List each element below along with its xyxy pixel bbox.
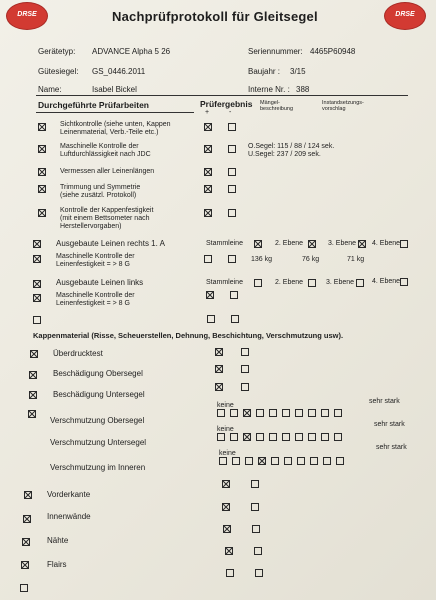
stammleine-label-rechts: Stammleine — [206, 240, 243, 247]
empty-minus-checkbox[interactable] — [231, 315, 239, 323]
ebene2-rechts-checkbox[interactable] — [308, 240, 316, 248]
kappe-plus-1[interactable] — [215, 348, 223, 356]
kappe-check-2[interactable] — [29, 371, 37, 379]
page-title: Nachprüfprotokoll für Gleitsegel — [112, 9, 318, 24]
ebene2-label-rechts: 2. Ebene — [275, 240, 304, 247]
pruef-done-checkbox-5[interactable] — [38, 209, 46, 217]
scale-3-step-6-checkbox[interactable] — [284, 457, 292, 465]
pruef-minus-checkbox-5[interactable] — [228, 209, 236, 217]
verschmutzung-inneren-scale — [219, 457, 344, 465]
empty-plus-checkbox[interactable] — [207, 315, 215, 323]
pruef-done-checkbox-3[interactable] — [38, 168, 46, 176]
scale-1-step-10-checkbox[interactable] — [334, 409, 342, 417]
pruefarbeiten-heading: Durchgeführte Prüfarbeiten — [38, 100, 149, 110]
pruef-plus-checkbox-1[interactable] — [204, 123, 212, 131]
ebene3-rechts-checkbox[interactable] — [358, 240, 366, 248]
scale-1-step-6-checkbox[interactable] — [282, 409, 290, 417]
pruef-minus-checkbox-2[interactable] — [228, 145, 236, 153]
geraetetyp-value: ADVANCE Alpha 5 26 — [92, 47, 171, 56]
drse-logo: DRSE — [6, 2, 48, 30]
seriennummer-value: 4465P60948 — [310, 47, 356, 56]
part-minus-vorderkante[interactable] — [251, 480, 259, 488]
leinen-links-machine-label: Maschinelle Kontrolle der Leinenfestigkeit = > 8 G — [56, 292, 135, 307]
segel-note: O.Segel: 115 / 88 / 124 sek. U.Segel: 237 / 209 sek. — [248, 143, 335, 158]
scale-label-1: Verschmutzung Obersegel — [50, 416, 145, 425]
plus-label: + — [205, 109, 210, 116]
kg-value-1: 136 kg — [251, 256, 273, 263]
ebene3-links-checkbox[interactable] — [356, 279, 364, 287]
header-divider — [36, 95, 408, 96]
part-plus-vorderkante[interactable] — [222, 480, 230, 488]
kappe-plus-2[interactable] — [215, 365, 223, 373]
scale-3-step-9-checkbox[interactable] — [323, 457, 331, 465]
kappe-plus-3[interactable] — [215, 383, 223, 391]
part-minus-naehte[interactable] — [252, 525, 260, 533]
scale-3-step-7-checkbox[interactable] — [297, 457, 305, 465]
part-plus-innenwaende[interactable] — [222, 503, 230, 511]
part-label-innenwaende: Innenwände — [47, 512, 91, 521]
verschmutzung-obersegel-scale — [217, 409, 342, 417]
verschmutzung-untersegel-scale — [217, 433, 342, 441]
name-value: Isabel Bickel — [92, 85, 137, 94]
leinen-rechts-checkbox[interactable] — [33, 240, 41, 248]
leinen-links-result-checkbox[interactable] — [206, 291, 214, 299]
scale-2-step-8-checkbox[interactable] — [308, 433, 316, 441]
pruef-item-5: Kontrolle der Kappenfestigkeit (mit einem Bettsometer nach Herstellervorgaben) — [60, 207, 154, 230]
guetesiegel-value: GS_0446.2011 — [92, 67, 146, 76]
scale-label-2: Verschmutzung Untersegel — [50, 438, 147, 447]
scale-3-step-5-checkbox[interactable] — [271, 457, 279, 465]
scale-1-step-4-checkbox[interactable] — [256, 409, 264, 417]
geraetetyp-label: Gerätetyp: — [38, 47, 76, 56]
pruef-underline — [36, 112, 194, 113]
kg-value-3: 71 kg — [347, 256, 365, 263]
scale-3-step-10-checkbox[interactable] — [336, 457, 344, 465]
part-check-innenwaende[interactable] — [23, 515, 31, 523]
leinen-links-checkbox[interactable] — [33, 280, 41, 288]
part-label-vorderkante: Vorderkante — [47, 490, 91, 499]
kappe-item-1: Überdrucktest — [53, 349, 103, 358]
part-check-empty[interactable] — [20, 584, 28, 592]
ebene2-label-links: 2. Ebene — [275, 279, 304, 286]
scale-2-step-7-checkbox[interactable] — [295, 433, 303, 441]
maengel-heading: Mängel- beschreibung — [260, 100, 294, 112]
scale-1-step-8-checkbox[interactable] — [308, 409, 316, 417]
keine-label-2: keine — [217, 426, 234, 433]
kappe-heading: Kappenmaterial (Risse, Scheuerstellen, Dehnung, Beschichtung, Verschmutzung usw). — [33, 331, 344, 340]
kappe-minus-2[interactable] — [241, 365, 249, 373]
scale-1-step-2-checkbox[interactable] — [230, 409, 238, 417]
leinen-rechts-result-checkbox[interactable] — [204, 255, 212, 263]
leinen-links-result-minus-checkbox[interactable] — [230, 291, 238, 299]
scale-1-step-7-checkbox[interactable] — [295, 409, 303, 417]
baujahr-label: Baujahr : — [248, 67, 281, 76]
ebene3-label-rechts: 3. Ebene — [328, 240, 357, 247]
scale-2-step-1-checkbox[interactable] — [217, 433, 225, 441]
pruef-plus-checkbox-3[interactable] — [204, 168, 212, 176]
scale-2-step-2-checkbox[interactable] — [230, 433, 238, 441]
part-check-flairs[interactable] — [21, 561, 29, 569]
pruef-item-4: Trimmung und Symmetrie (siehe zusätzl. Protokoll) — [60, 184, 141, 199]
kappe-item-2: Beschädigung Obersegel — [53, 369, 143, 378]
scale-1-step-5-checkbox[interactable] — [269, 409, 277, 417]
scale-2-step-3-checkbox[interactable] — [243, 433, 251, 441]
pruef-minus-checkbox-4[interactable] — [228, 185, 236, 193]
interne-nr-label: Interne Nr. : — [248, 85, 290, 94]
kappe-check-3[interactable] — [29, 391, 37, 399]
sehr-stark-label-2: sehr stark — [374, 421, 405, 428]
pruef-item-1: Sichtkontrolle (siehe unten, Kappen Leinenmaterial, Verb.-Teile etc.) — [60, 121, 171, 136]
ebene4-label-links: 4. Ebene — [372, 278, 401, 285]
kappe-check-1[interactable] — [30, 350, 38, 358]
pruef-plus-checkbox-2[interactable] — [204, 145, 212, 153]
ebene2-links-checkbox[interactable] — [308, 279, 316, 287]
kappe-minus-3[interactable] — [241, 383, 249, 391]
leinen-links-machine-checkbox[interactable] — [33, 294, 41, 302]
scale-3-step-2-checkbox[interactable] — [232, 457, 240, 465]
kappe-minus-1[interactable] — [241, 348, 249, 356]
part-label-naehte: Nähte — [47, 536, 69, 545]
minus-label: - — [229, 109, 232, 116]
kappe-item-3: Beschädigung Untersegel — [53, 390, 145, 399]
sehr-stark-label-1: sehr stark — [369, 398, 400, 405]
part-minus-empty[interactable] — [255, 569, 263, 577]
baujahr-value: 3/15 — [290, 67, 306, 76]
leinen-rechts-machine-label: Maschinelle Kontrolle der Leinenfestigkeit = > 8 G — [56, 253, 135, 268]
sehr-stark-label-3: sehr stark — [376, 444, 407, 451]
guetesiegel-label: Gütesiegel: — [38, 67, 79, 76]
instand-heading: Instandsetzungs- vorschlag — [322, 100, 364, 112]
scale-2-step-10-checkbox[interactable] — [334, 433, 342, 441]
scale-2-step-5-checkbox[interactable] — [269, 433, 277, 441]
part-plus-empty[interactable] — [226, 569, 234, 577]
scale-1-step-3-checkbox[interactable] — [243, 409, 251, 417]
stammleine-links-checkbox[interactable] — [254, 279, 262, 287]
part-minus-innenwaende[interactable] — [251, 503, 259, 511]
ebene4-links-checkbox[interactable] — [400, 278, 408, 286]
keine-label-1: keine — [217, 402, 234, 409]
pruefergebnis-heading: Prüfergebnis — [200, 99, 253, 109]
pruef-done-checkbox-4[interactable] — [38, 185, 46, 193]
ebene4-rechts-checkbox[interactable] — [400, 240, 408, 248]
pruef-item-3: Vermessen aller Leinenlängen — [60, 168, 155, 175]
scale-1-step-1-checkbox[interactable] — [217, 409, 225, 417]
part-check-vorderkante[interactable] — [24, 491, 32, 499]
part-label-flairs: Flairs — [47, 560, 67, 569]
scale-3-step-4-checkbox[interactable] — [258, 457, 266, 465]
scale-label-3: Verschmutzung im Inneren — [50, 463, 146, 472]
scale-3-step-1-checkbox[interactable] — [219, 457, 227, 465]
scale-2-step-6-checkbox[interactable] — [282, 433, 290, 441]
scale-2-step-4-checkbox[interactable] — [256, 433, 264, 441]
scale-1-step-9-checkbox[interactable] — [321, 409, 329, 417]
pruef-minus-checkbox-3[interactable] — [228, 168, 236, 176]
scale-3-step-8-checkbox[interactable] — [310, 457, 318, 465]
pruef-minus-checkbox-1[interactable] — [228, 123, 236, 131]
part-plus-naehte[interactable] — [223, 525, 231, 533]
leinen-links-label: Ausgebaute Leinen links — [56, 278, 144, 287]
scale-3-step-3-checkbox[interactable] — [245, 457, 253, 465]
kappe-check-4[interactable] — [28, 410, 36, 418]
empty-checkbox[interactable] — [33, 316, 41, 324]
drse-logo-right: DRSE — [384, 2, 426, 30]
stammleine-label-links: Stammleine — [206, 279, 243, 286]
ebene4-label-rechts: 4. Ebene — [372, 240, 401, 247]
part-minus-flairs[interactable] — [254, 547, 262, 555]
seriennummer-label: Seriennummer: — [248, 47, 303, 56]
part-plus-flairs[interactable] — [225, 547, 233, 555]
stammleine-rechts-checkbox[interactable] — [254, 240, 262, 248]
scale-2-step-9-checkbox[interactable] — [321, 433, 329, 441]
ebene3-label-links: 3. Ebene — [326, 279, 355, 286]
keine-label-3: keine — [219, 450, 236, 457]
kg-value-2: 76 kg — [302, 256, 320, 263]
interne-nr-value: 388 — [296, 85, 310, 94]
pruef-item-2: Maschinelle Kontrolle der Luftdurchlässigkeit nach JDC — [60, 143, 151, 158]
leinen-rechts-machine-checkbox[interactable] — [33, 255, 41, 263]
pruef-done-checkbox-2[interactable] — [38, 145, 46, 153]
leinen-rechts-label: Ausgebaute Leinen rechts 1. A — [56, 239, 165, 248]
pruef-plus-checkbox-4[interactable] — [204, 185, 212, 193]
pruef-plus-checkbox-5[interactable] — [204, 209, 212, 217]
pruef-done-checkbox-1[interactable] — [38, 123, 46, 131]
part-check-naehte[interactable] — [22, 538, 30, 546]
leinen-rechts-result-minus-checkbox[interactable] — [228, 255, 236, 263]
name-label: Name: — [38, 85, 62, 94]
